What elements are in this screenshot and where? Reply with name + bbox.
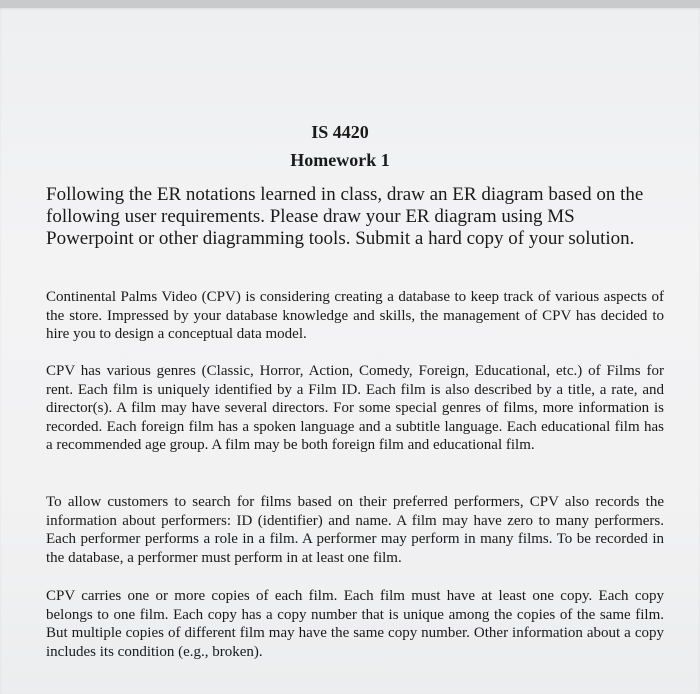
paragraph-2 [46,362,664,455]
paragraph-text: To allow customers to search for films based on their preferred performers, CPV also records the information about performers: ID (identifier) and name. A film may have zero to many performers. Each performer performs a role in a film. A performer may perform in many films. To be recorded in the database, a performer must perform in at least one film. [46,494,664,566]
background-edge [0,0,700,8]
paragraph-text: CPV has various genres (Classic, Horror, Action, Comedy, Foreign, Educational, etc.) of Films for rent. Each film is uniquely identified by a Film ID. Each film is also described by a title, a rate, and director(s). A film may have several directors. For some special genres of films, more information is recorded. Each foreign film has a spoken language and a subtitle language. Each educational film has a recommended age group. A film may be both foreign film and educational film. [46,363,664,454]
paragraph-1 [46,288,664,344]
assignment-title: Homework 1 [290,150,390,170]
document-header [0,120,700,172]
instructions-text: Following the ER notations learned in class, draw an ER diagram based on the following user requirements. Please draw your ER diagram using MS Powerpoint or other diagramming tools. Submit a hard copy of your solution. [46,184,644,249]
instructions-paragraph [46,184,664,250]
paragraph-3 [46,493,664,567]
paragraph-text: CPV carries one or more copies of each film. Each film must have at least one copy. Each copy belongs to one film. Each copy has a copy number that is unique among the copies of the same film. But multiple copies of different film may have the same copy number. Other information about a copy includes its condition (e.g., broken). [46,588,664,660]
paragraph-4 [46,587,664,661]
paragraph-text: Continental Palms Video (CPV) is considering creating a database to keep track of various aspects of the store. Impressed by your database knowledge and skills, the management of CPV has decided to hire you to design a conceptual data model. [46,289,664,343]
course-title: IS 4420 [311,122,369,142]
